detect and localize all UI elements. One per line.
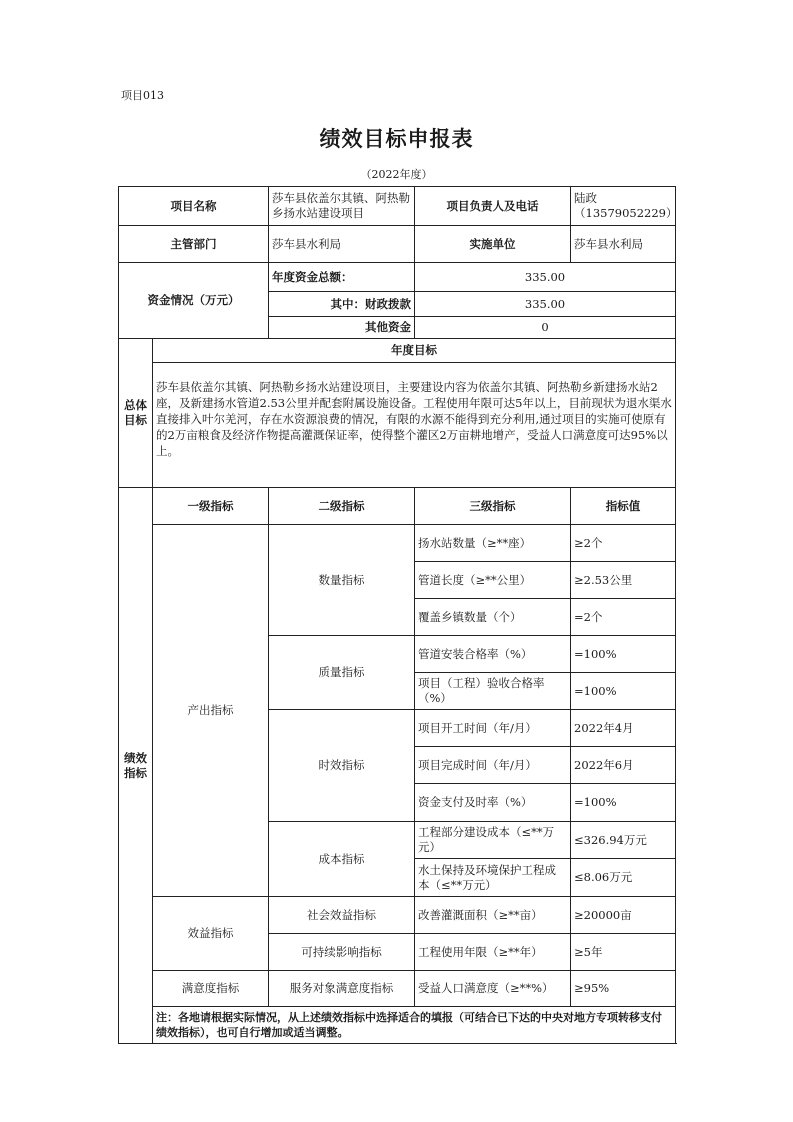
indicator-value: ≥2.53公里	[571, 562, 676, 599]
level2-service-satisfaction: 服务对象满意度指标	[269, 971, 415, 1007]
impl-label: 实施单位	[415, 226, 571, 263]
indicator-value: ≥2个	[571, 525, 676, 562]
funding-label: 资金情况（万元）	[119, 263, 269, 339]
indicator-name: 工程使用年限（≥**年）	[415, 934, 571, 971]
indicator-value: =100%	[571, 673, 676, 710]
level2-quantity: 数量指标	[269, 525, 415, 636]
fiscal-year: （2022年度）	[360, 168, 433, 181]
indicator-value: =100%	[571, 784, 676, 822]
indicator-value: =2个	[571, 599, 676, 636]
indicator-name: 项目完成时间（年/月）	[415, 747, 571, 784]
indicator-name: 资金支付及时率（%）	[415, 784, 571, 822]
manager-label: 项目负责人及电话	[415, 187, 571, 226]
level1-output: 产出指标	[153, 525, 269, 897]
indicator-value: ≥20000亩	[571, 897, 676, 934]
dept-value: 莎车县水利局	[269, 226, 415, 263]
funding-total-label: 年度资金总额：	[269, 263, 415, 292]
funding-fiscal-label: 其中：财政拨款	[269, 292, 415, 317]
indicator-value: 2022年6月	[571, 747, 676, 784]
level1-satisfaction: 满意度指标	[153, 971, 269, 1007]
page-title: 绩效目标申报表	[319, 127, 474, 151]
impl-value: 莎车县水利局	[571, 226, 676, 263]
level1-benefit: 效益指标	[153, 897, 269, 971]
annual-goal-text: 莎车县依盖尔其镇、阿热勒乡扬水站建设项目，主要建设内容为依盖尔其镇、阿热勒乡新建扬水站2座，及新建扬水管道2.53公里并配套附属设施设备。工程使用年限可达5年以上，目前现状为退水渠水直接排入叶尔羌河，存在水资源浪费的情况，有限的水源不能得到充分利用,通过项目的实施可使原有的2万亩粮食及经济作物提高灌溉保证率，使得整个灌区2万亩耕地增产，受益人口满意度可达95%以上。	[153, 363, 676, 488]
indicator-name: 管道安装合格率（%）	[415, 636, 571, 673]
indicator-name: 扬水站数量（≥**座）	[415, 525, 571, 562]
indicator-name: 项目开工时间（年/月）	[415, 710, 571, 747]
funding-total-row	[119, 263, 676, 292]
footnote: 注：各地请根据实际情况，从上述绩效指标中选择适合的填报（可结合已下达的中央对地方专项转移支付绩效指标），也可自行增加或适当调整。	[153, 1007, 676, 1044]
indicator-name: 工程部分建设成本（≤**万元）	[415, 822, 571, 859]
indicator-row	[119, 971, 676, 1007]
dept-label: 主管部门	[119, 226, 269, 263]
indicator-row	[119, 897, 676, 934]
project-name-value: 莎车县依盖尔其镇、阿热勒乡扬水站建设项目	[269, 187, 415, 226]
note-row	[119, 1007, 676, 1044]
header-level2: 二级指标	[269, 488, 415, 525]
indicator-row	[119, 525, 676, 562]
performance-indicator-label: 绩效指标	[119, 488, 153, 1044]
header-level3: 三级指标	[415, 488, 571, 525]
indicator-value: ≥5年	[571, 934, 676, 971]
level2-quality: 质量指标	[269, 636, 415, 710]
project-name-label: 项目名称	[119, 187, 269, 226]
indicator-value: ≥95%	[571, 971, 676, 1007]
indicator-value: =100%	[571, 636, 676, 673]
indicator-value: ≤8.06万元	[571, 859, 676, 897]
overall-goal-label: 总体目标	[119, 339, 153, 488]
level2-sustainability: 可持续影响指标	[269, 934, 415, 971]
goal-text-row	[119, 363, 676, 488]
project-name-row	[119, 187, 676, 226]
funding-other-label: 其他资金	[269, 317, 415, 339]
performance-goal-table	[118, 186, 676, 1044]
indicator-value: 2022年4月	[571, 710, 676, 747]
dept-row	[119, 226, 676, 263]
funding-fiscal-value: 335.00	[415, 292, 676, 317]
level2-social: 社会效益指标	[269, 897, 415, 934]
indicator-name: 项目（工程）验收合格率（%）	[415, 673, 571, 710]
indicator-value: ≤326.94万元	[571, 822, 676, 859]
level2-cost: 成本指标	[269, 822, 415, 897]
annual-goal-header: 年度目标	[153, 339, 676, 363]
funding-other-value: 0	[415, 317, 676, 339]
goal-header-row	[119, 339, 676, 363]
indicator-header-row	[119, 488, 676, 525]
indicator-name: 水土保持及环境保护工程成本（≤**万元）	[415, 859, 571, 897]
header-level1: 一级指标	[153, 488, 269, 525]
indicator-name: 改善灌溉面积（≥**亩）	[415, 897, 571, 934]
indicator-name: 覆盖乡镇数量（个）	[415, 599, 571, 636]
indicator-name: 受益人口满意度（≥**%）	[415, 971, 571, 1007]
level2-timeliness: 时效指标	[269, 710, 415, 822]
header-value: 指标值	[571, 488, 676, 525]
project-code: 项目013	[121, 89, 164, 102]
indicator-name: 管道长度（≥**公里）	[415, 562, 571, 599]
funding-total-value: 335.00	[415, 263, 676, 292]
manager-value: 陆政（13579052229）	[571, 187, 676, 226]
